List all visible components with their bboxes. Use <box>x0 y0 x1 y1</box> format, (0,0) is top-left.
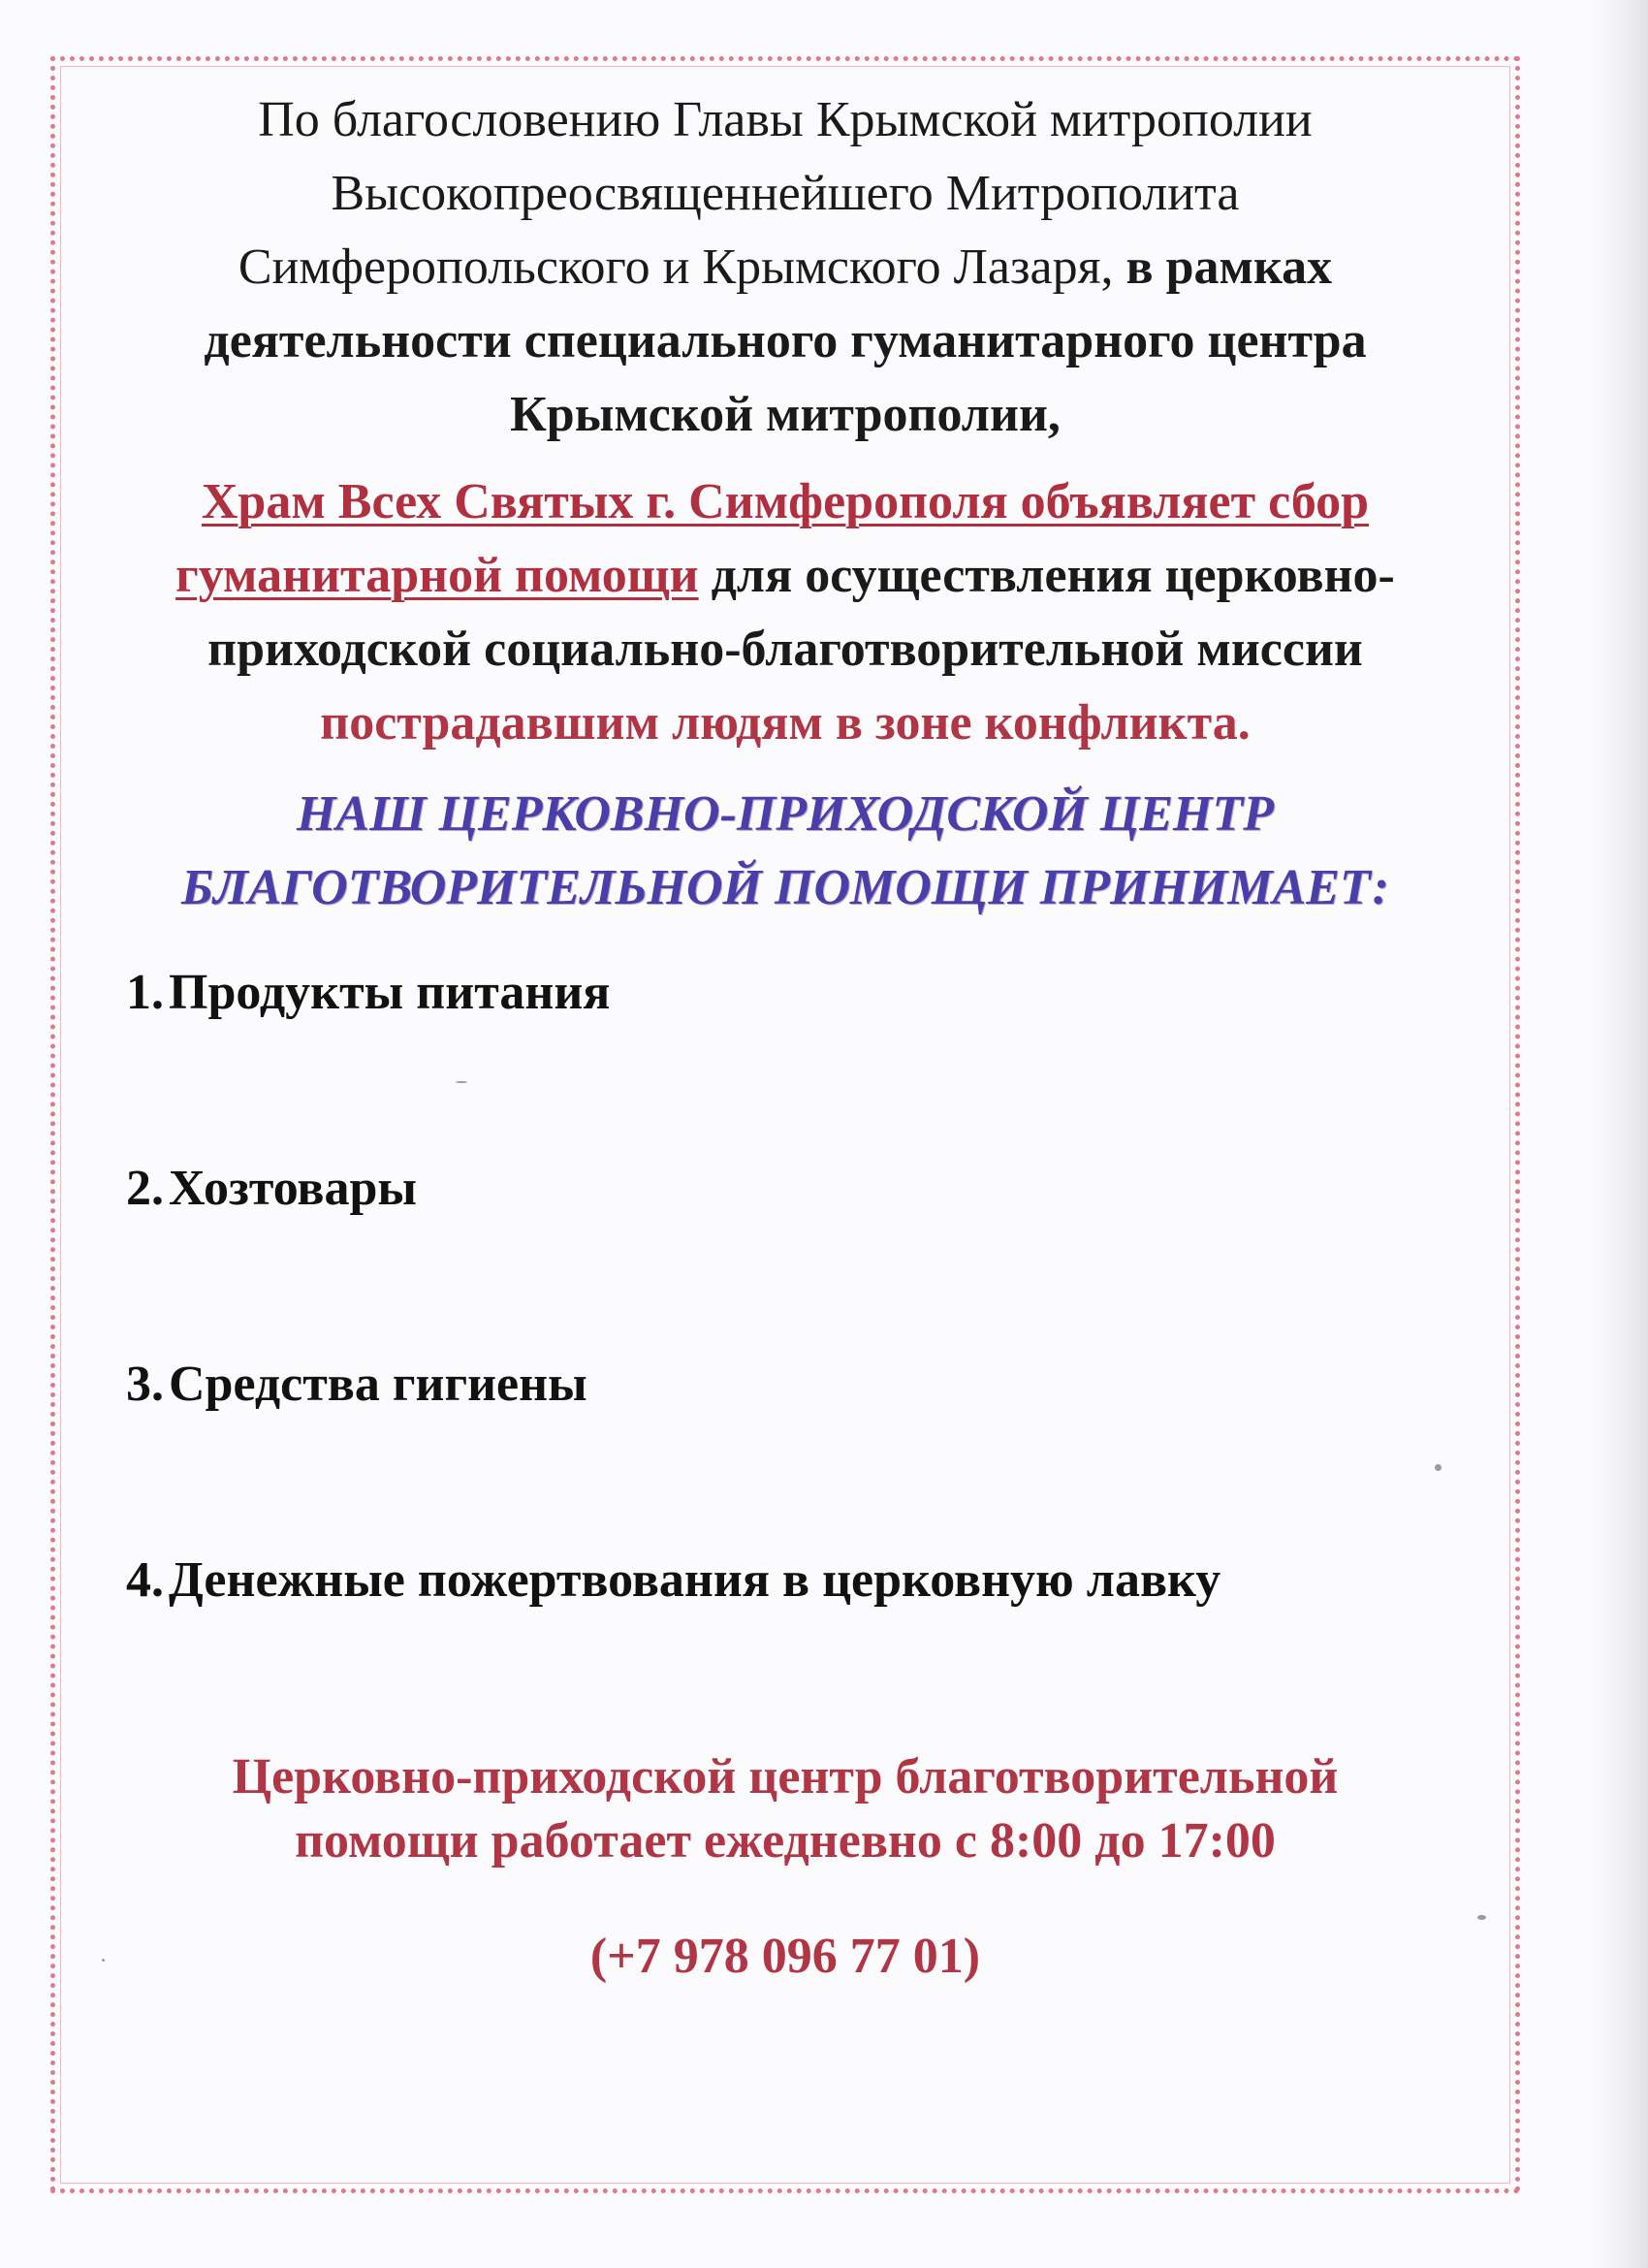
list-item-label: Денежные пожертвования в церковную лавку <box>169 1552 1221 1608</box>
list-item <box>107 1152 1464 1348</box>
phone-number: (+7 978 096 77 01) <box>589 1929 981 1984</box>
announcement-paragraph <box>107 465 1464 760</box>
list-item <box>107 956 1464 1152</box>
center-heading <box>107 778 1464 925</box>
blessing-line-4: деятельности специального гуманитарного центра <box>204 313 1367 368</box>
accepted-items-list <box>107 956 1464 1740</box>
blessing-line-2: Высокопреосвященнейшего Митрополита <box>331 166 1240 221</box>
temple-announcement-line-1: Храм Всех Святых г. Симферополя объявляет сбор <box>201 474 1370 529</box>
list-item-label: Продукты питания <box>169 965 611 1020</box>
list-item-number: 4. <box>126 1552 164 1608</box>
list-item <box>107 1348 1464 1544</box>
scan-edge-shadow <box>1590 0 1648 2268</box>
blessing-paragraph <box>107 83 1464 452</box>
notice-content <box>107 83 1464 1985</box>
scan-speck <box>102 1959 105 1962</box>
blessing-line-5: Крымской митрополии, <box>510 387 1061 442</box>
announcement-purpose: для осуществления церковно- <box>711 548 1395 603</box>
working-hours <box>107 1745 1464 1873</box>
list-item-label: Средства гигиены <box>169 1357 587 1412</box>
list-item-number: 2. <box>126 1161 164 1216</box>
announcement-mission: приходской социально-благотворительной миссии <box>207 622 1363 677</box>
blessing-line-1: По благословению Главы Крымской митрополии <box>258 92 1313 147</box>
center-heading-line-2: БЛАГОТВОРИТЕЛЬНОЙ ПОМОЩИ ПРИНИМАЕТ: <box>181 860 1389 915</box>
temple-announcement-line-2: гуманитарной помощи <box>175 548 699 603</box>
blessing-line-3: Симферопольского и Крымского Лазаря, <box>238 240 1114 295</box>
working-hours-line-1: Церковно-приходской центр благотворительной <box>232 1749 1339 1805</box>
list-item-number: 3. <box>126 1357 164 1412</box>
list-item-label: Хозтовары <box>169 1161 418 1216</box>
list-item <box>107 1544 1464 1740</box>
scan-speck <box>1477 1915 1486 1920</box>
announcement-victims: пострадавшим людям в зоне конфликта. <box>320 695 1251 751</box>
blessing-line-3-bold: в рамках <box>1125 240 1333 295</box>
center-heading-line-1: НАШ ЦЕРКОВНО-ПРИХОДСКОЙ ЦЕНТР <box>296 786 1275 842</box>
working-hours-line-2: помощи работает ежедневно с 8:00 до 17:00 <box>295 1813 1276 1869</box>
list-item-number: 1. <box>126 965 164 1020</box>
